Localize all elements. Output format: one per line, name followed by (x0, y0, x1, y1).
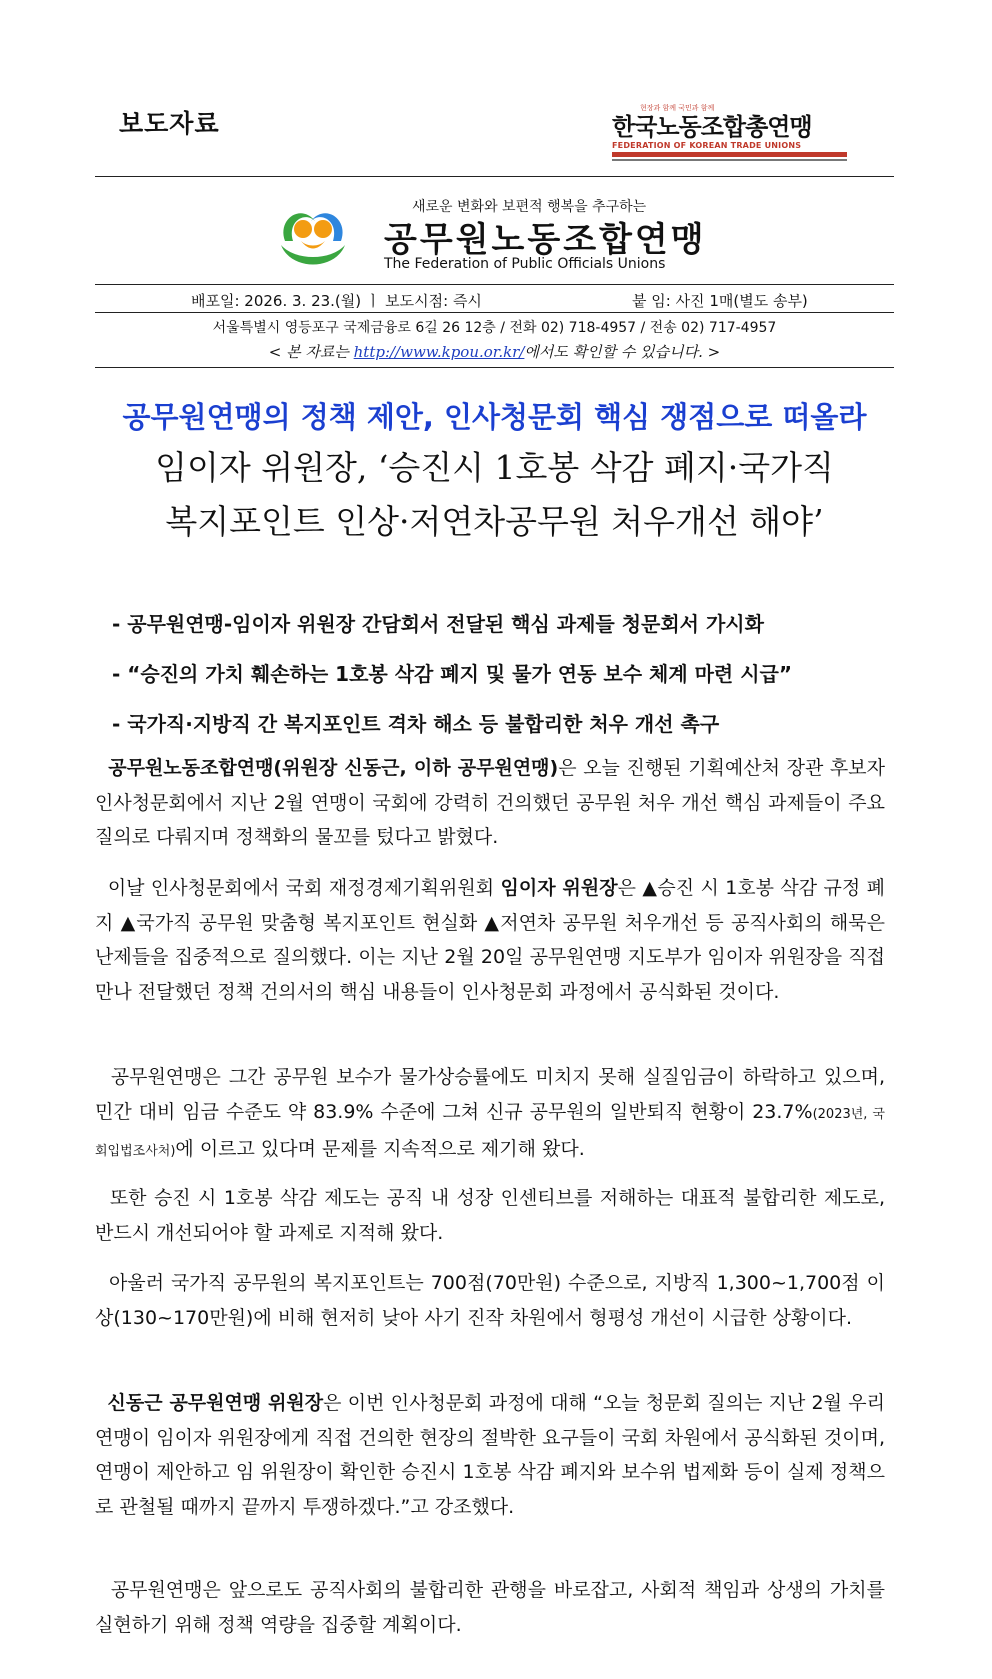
kctu-bar-thin (612, 159, 847, 161)
website-prefix: < 본 자료는 (268, 343, 354, 361)
kctu-name: 한국노동조합총연맹 (612, 113, 812, 141)
org-name-korean: 공무원노동조합연맹 (384, 220, 707, 260)
website-notice (95, 341, 894, 362)
kctu-logo (612, 103, 882, 161)
divider-meta-bottom (95, 367, 894, 368)
website-suffix: 에서도 확인할 수 있습니다. > (524, 343, 721, 361)
divider-meta-top (95, 284, 894, 285)
paragraph-5 (95, 1266, 885, 1335)
p3-text-b: 에 이르고 있다며 문제를 지속적으로 제기해 왔다. (175, 1138, 585, 1160)
paragraph-7 (95, 1573, 885, 1642)
kctu-english-name: FEDERATION OF KOREAN TRADE UNIONS (612, 141, 802, 150)
attachment-note: 붙 임: 사진 1매(별도 송부) (632, 292, 808, 310)
kctu-tagline: 현장과 함께 국민과 함께 (640, 104, 715, 112)
kctu-bar (612, 152, 847, 157)
title-line-1: 임이자 위원장, ‘승진시 1호봉 삭감 폐지·국가직 (155, 448, 834, 487)
headline: 공무원연맹의 정책 제안, 인사청문회 핵심 쟁점으로 떠올라 (122, 400, 867, 434)
p1-text: 은 오늘 진행된 기획예산처 장관 후보자 인사청문회에서 지난 2월 연맹이 국회에 강력히 건의했던 공무원 처우 개선 핵심 과제들이 주요 질의로 다뤄지며 정책화의 물꼬를 텄다고 밝혔다. (95, 757, 885, 848)
press-release-label: 보도자료 (119, 109, 220, 138)
p3-source: (2023년, 국회입법조사처) (95, 1106, 885, 1159)
paragraph-1 (95, 751, 885, 855)
p2-bold: 임이자 위원장 (500, 877, 618, 899)
p7-text: 공무원연맹은 앞으로도 공직사회의 불합리한 관행을 바로잡고, 사회적 책임과 상생의 가치를 실현하기 위해 정책 역량을 집중할 계획이다. (95, 1579, 885, 1636)
p4-text: 또한 승진 시 1호봉 삭감 제도는 공직 내 성장 인센티브를 저해하는 대표적 불합리한 제도로, 반드시 개선되어야 할 과제로 지적해 왔다. (95, 1187, 885, 1244)
contact-address: 서울특별시 영등포구 국제금융로 6길 26 12층 / 전화 02) 718-4957 / 전송 02) 717-4957 (212, 320, 777, 336)
org-name-english: The Federation of Public Officials Unions (384, 256, 666, 272)
paragraph-4 (95, 1181, 885, 1250)
paragraph-2 (95, 871, 885, 1009)
p1-bold: 공무원노동조합연맹(위원장 신동근, 이하 공무원연맹) (108, 757, 559, 779)
paragraph-6 (95, 1386, 885, 1524)
p2-text-a: 이날 인사청문회에서 국회 재정경제기획위원회 (107, 877, 501, 899)
paragraph-3 (95, 1060, 885, 1170)
p6-bold: 신동근 공무원연맹 위원장 (107, 1392, 324, 1414)
subhead-2: - “승진의 가치 훼손하는 1호봉 삭감 폐지 및 물가 연동 보수 체계 마련 시급” (112, 662, 792, 686)
divider-top (95, 176, 894, 177)
org-slogan: 새로운 변화와 보편적 행복을 추구하는 (412, 199, 647, 215)
p5-text: 아울러 국가직 공무원의 복지포인트는 700점(70만원) 수준으로, 지방직 1,300~1,700점 이상(130~170만원)에 비해 현저히 낮아 사기 진작 차원에서 형평성 개선이 시급한 상황이다. (95, 1272, 885, 1329)
subhead-1: - 공무원연맹-임이자 위원장 간담회서 전달된 핵심 과제들 청문회서 가시화 (112, 612, 764, 636)
p3-text-a: 공무원연맹은 그간 공무원 보수가 물가상승률에도 미치지 못해 실질임금이 하락하고 있으며, 민간 대비 임금 수준도 약 83.9% 수준에 그쳐 신규 공무원의 일반퇴직 현황이 23.7% (95, 1066, 885, 1123)
union-logo-icon (271, 201, 355, 273)
website-link[interactable]: http://www.kpou.or.kr/ (353, 343, 525, 361)
p6-text: 은 이번 인사청문회 과정에 대해 “오늘 청문회 질의는 지난 2월 우리 연맹이 임이자 위원장에게 직접 건의한 현장의 절박한 요구들이 국회 차원에서 공식화된 것이며, 연맹이 제안하고 임 위원장이 확인한 승진시 1호봉 삭감 폐지와 보수위 법제화 등이 실제 정책으로 관철될 때까지 끝까지 투쟁하겠다.”고 강조했다. (95, 1392, 885, 1518)
p2-text: 은 ▲승진 시 1호봉 삭감 규정 폐지 ▲국가직 공무원 맞춤형 복지포인트 현실화 ▲저연차 공무원 처우개선 등 공직사회의 해묵은 난제들을 집중적으로 질의했다. 이는 지난 2월 20일 공무원연맹 지도부가 임이자 위원장을 직접 만나 전달했던 정책 건의서의 핵심 내용들이 인사청문회 과정에서 공식화된 것이다. (95, 877, 885, 1003)
release-date: 배포일: 2026. 3. 23.(월) ㅣ 보도시점: 즉시 (191, 292, 482, 310)
divider-meta (95, 312, 894, 313)
title-line-2: 복지포인트 인상·저연차공무원 처우개선 해야’ (165, 502, 824, 541)
subhead-3: - 국가직·지방직 간 복지포인트 격차 해소 등 불합리한 처우 개선 촉구 (112, 712, 720, 736)
